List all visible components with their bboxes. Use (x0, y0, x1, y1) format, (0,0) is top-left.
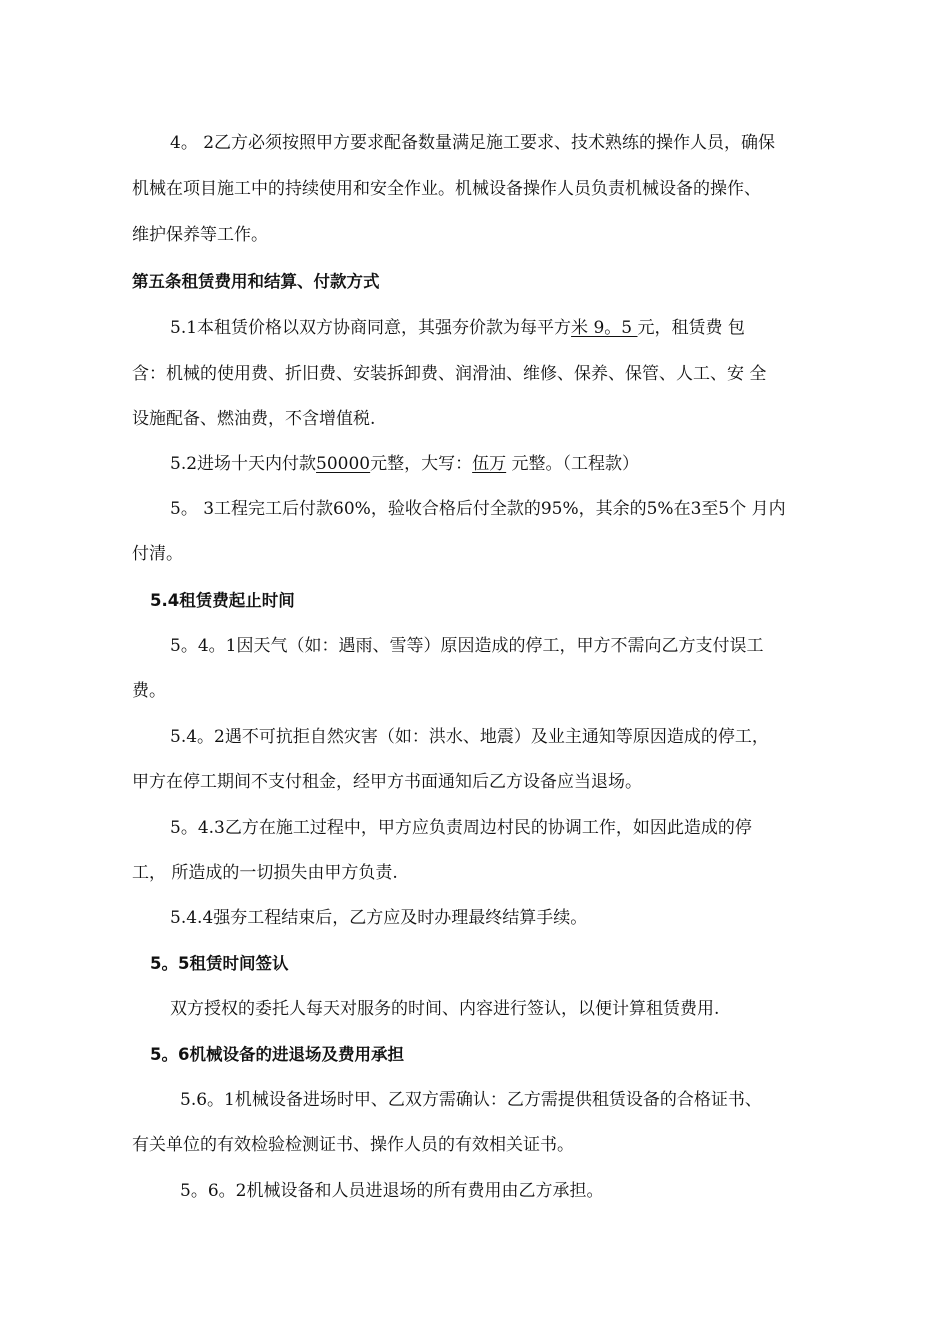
para-5-6-2: 5。6。2机械设备和人员进退场的所有费用由乙方承担。 (180, 1181, 604, 1201)
price-underlined: 米 9。5 (571, 318, 638, 338)
para-5-2-text-a: 5.2进场十天内付款 (170, 454, 317, 474)
para-5-4-2-line-2: 甲方在停工期间不支付租金，经甲方书面通知后乙方设备应当退场。 (132, 772, 642, 792)
para-5-6-1-line-1: 5.6。1机械设备进场时甲、乙双方需确认：乙方需提供租赁设备的合格证书、 (180, 1090, 762, 1110)
para-5-1-text-b: 元，租赁费 包 (637, 318, 745, 338)
para-5-2-text-b: 元整，大写： (370, 454, 473, 474)
amount-underlined: 50000 (316, 454, 371, 474)
para-5-4-2-line-1: 5.4。2遇不可抗拒自然灾害（如：洪水、地震）及业主通知等原因造成的停工， (170, 727, 769, 747)
para-4-2-line-1: 4。 2乙方必须按照甲方要求配备数量满足施工要求、技术熟练的操作人员，确保 (170, 133, 776, 153)
para-4-2-line-3: 维护保养等工作。 (132, 225, 268, 245)
para-5-2 (170, 452, 639, 476)
section-5-4-title: 5.4租赁费起止时间 (150, 591, 295, 610)
para-5-4-3-line-1: 5。4.3乙方在施工过程中，甲方应负责周边村民的协调工作，如因此造成的停 (170, 818, 752, 838)
para-5-1-text-a: 5.1本租赁价格以双方协商同意，其强夯价款为每平方 (170, 318, 572, 338)
para-5-1-line-1 (170, 316, 745, 340)
para-5-4-3-line-2: 工， 所造成的一切损失由甲方负责. (132, 863, 398, 883)
para-5-6-1-line-2: 有关单位的有效检验检测证书、操作人员的有效相关证书。 (132, 1135, 574, 1155)
para-5-2-text-c: 元整。（工程款） (506, 454, 640, 474)
section-5-5-title: 5。5租赁时间签认 (150, 954, 289, 973)
para-5-4-4: 5.4.4强夯工程结束后，乙方应及时办理最终结算手续。 (170, 908, 588, 928)
para-5-5: 双方授权的委托人每天对服务的时间、内容进行签认，以便计算租赁费用. (170, 999, 720, 1019)
para-5-4-1-line-2: 费。 (132, 681, 166, 701)
article-5-title: 第五条租赁费用和结算、付款方式 (132, 272, 380, 291)
para-4-2-line-2: 机械在项目施工中的持续使用和安全作业。机械设备操作人员负责机械设备的操作、 (132, 179, 761, 199)
para-5-3-line-1: 5。 3工程完工后付款60%，验收合格后付全款的95%，其余的5%在3至5个 月内 (170, 499, 786, 519)
para-5-3-line-2: 付清。 (132, 544, 183, 564)
para-5-1-line-3: 设施配备、燃油费，不含增值税. (132, 409, 376, 429)
section-5-6-title: 5。6机械设备的进退场及费用承担 (150, 1045, 404, 1064)
amount-words-underlined: 伍万 (472, 454, 507, 474)
para-5-4-1-line-1: 5。4。1因天气（如：遇雨、雪等）原因造成的停工，甲方不需向乙方支付误工 (170, 636, 764, 656)
para-5-1-line-2: 含：机械的使用费、折旧费、安装拆卸费、润滑油、维修、保养、保管、人工、安 全 (132, 364, 767, 384)
